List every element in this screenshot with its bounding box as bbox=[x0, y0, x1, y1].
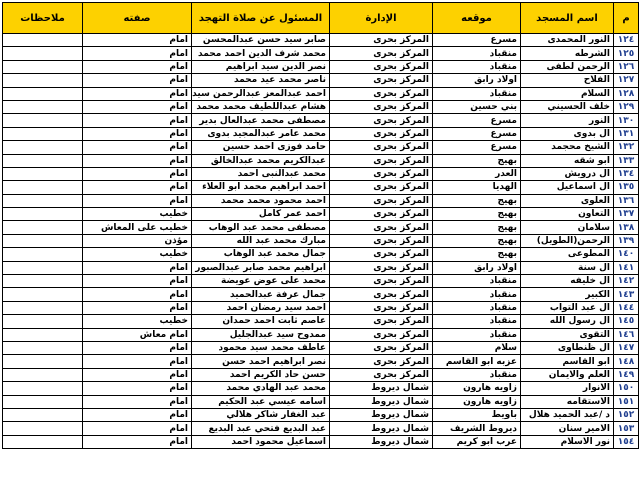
cell-responsible: حسن حاد الكريم احمد bbox=[192, 368, 330, 381]
cell-mosque-name: النور المحمدى bbox=[521, 34, 614, 47]
cell-notes bbox=[3, 194, 83, 207]
table-row bbox=[3, 275, 639, 288]
cell-notes bbox=[3, 154, 83, 167]
table-row bbox=[3, 87, 639, 100]
cell-mosque-name: الكبير bbox=[521, 288, 614, 301]
cell-role: خطيب bbox=[83, 208, 192, 221]
cell-mosque-name: المطوعى bbox=[521, 248, 614, 261]
cell-administration: المركز بحرى bbox=[330, 248, 433, 261]
cell-administration: المركز بحرى bbox=[330, 208, 433, 221]
cell-role: امام bbox=[83, 34, 192, 47]
cell-responsible: محمد عبدالنبى احمد bbox=[192, 167, 330, 180]
table-row bbox=[3, 435, 639, 448]
cell-responsible: حامد فوزى احمد حسين bbox=[192, 141, 330, 154]
cell-number: ١٣٦ bbox=[614, 194, 639, 207]
cell-administration: المركز بحرى bbox=[330, 328, 433, 341]
cell-notes bbox=[3, 221, 83, 234]
cell-notes bbox=[3, 288, 83, 301]
cell-mosque-name: الاستقامه bbox=[521, 395, 614, 408]
cell-administration: شمال ديروط bbox=[330, 408, 433, 421]
cell-role: امام bbox=[83, 60, 192, 73]
cell-responsible: عبد البديع فتحي عبد البديع bbox=[192, 422, 330, 435]
table-row bbox=[3, 167, 639, 180]
table-row bbox=[3, 181, 639, 194]
header-administration: الإدارة bbox=[330, 3, 433, 34]
cell-number: ١٣٩ bbox=[614, 234, 639, 247]
cell-responsible: اسماعيل محمود احمد bbox=[192, 435, 330, 448]
cell-administration: المركز بحرى bbox=[330, 141, 433, 154]
cell-number: ١٣٧ bbox=[614, 208, 639, 221]
cell-notes bbox=[3, 181, 83, 194]
cell-location: بهيج bbox=[433, 221, 521, 234]
cell-role: امام bbox=[83, 301, 192, 314]
cell-mosque-name: الرحمن لطفى bbox=[521, 60, 614, 73]
cell-notes bbox=[3, 368, 83, 381]
table-row bbox=[3, 395, 639, 408]
cell-responsible: محمد شرف الدين احمد محمد bbox=[192, 47, 330, 60]
cell-location: سلام bbox=[433, 341, 521, 354]
cell-number: ١٤١ bbox=[614, 261, 639, 274]
header-role: صفته bbox=[83, 3, 192, 34]
cell-mosque-name: العلوى bbox=[521, 194, 614, 207]
cell-location: منقباد bbox=[433, 60, 521, 73]
table-row bbox=[3, 234, 639, 247]
cell-administration: المركز بحرى bbox=[330, 221, 433, 234]
cell-number: ١٤٨ bbox=[614, 355, 639, 368]
cell-administration: المركز بحرى bbox=[330, 261, 433, 274]
cell-number: ١٢٥ bbox=[614, 47, 639, 60]
cell-administration: شمال ديروط bbox=[330, 435, 433, 448]
cell-administration: المركز بحرى bbox=[330, 114, 433, 127]
cell-mosque-name: ال ظنطاوى bbox=[521, 341, 614, 354]
table-row bbox=[3, 422, 639, 435]
cell-notes bbox=[3, 328, 83, 341]
cell-mosque-name: الامير سنان bbox=[521, 422, 614, 435]
cell-notes bbox=[3, 127, 83, 140]
cell-responsible: احمد سيد رمضان احمد bbox=[192, 301, 330, 314]
cell-mosque-name: ال سنة bbox=[521, 261, 614, 274]
cell-notes bbox=[3, 261, 83, 274]
cell-notes bbox=[3, 87, 83, 100]
cell-notes bbox=[3, 100, 83, 113]
header-responsible: المسئول عن صلاة التهجد bbox=[192, 3, 330, 34]
cell-role: امام bbox=[83, 408, 192, 421]
table-row bbox=[3, 154, 639, 167]
cell-mosque-name: د /عبد الحميد هلال bbox=[521, 408, 614, 421]
cell-number: ١٤٤ bbox=[614, 301, 639, 314]
cell-administration: المركز بحرى bbox=[330, 275, 433, 288]
table-row bbox=[3, 368, 639, 381]
cell-role: امام bbox=[83, 127, 192, 140]
cell-notes bbox=[3, 74, 83, 87]
cell-number: ١٤٠ bbox=[614, 248, 639, 261]
cell-number: ١٥٢ bbox=[614, 408, 639, 421]
cell-role: امام bbox=[83, 261, 192, 274]
cell-notes bbox=[3, 60, 83, 73]
cell-administration: المركز بحرى bbox=[330, 47, 433, 60]
cell-location: منقباد bbox=[433, 275, 521, 288]
table-row bbox=[3, 127, 639, 140]
cell-role: امام bbox=[83, 395, 192, 408]
cell-administration: المركز بحرى bbox=[330, 368, 433, 381]
cell-responsible: عاطف محمد سيد محمود bbox=[192, 341, 330, 354]
cell-mosque-name: ال بدوى bbox=[521, 127, 614, 140]
cell-location: منقباد bbox=[433, 368, 521, 381]
table-row bbox=[3, 141, 639, 154]
cell-mosque-name: التقوى bbox=[521, 328, 614, 341]
cell-location: بهيج bbox=[433, 194, 521, 207]
cell-responsible: نصر ابراهيم احمد حسن bbox=[192, 355, 330, 368]
cell-location: مسرع bbox=[433, 141, 521, 154]
cell-location: منقباد bbox=[433, 301, 521, 314]
table-row bbox=[3, 60, 639, 73]
cell-number: ١٤٥ bbox=[614, 315, 639, 328]
cell-notes bbox=[3, 114, 83, 127]
cell-notes bbox=[3, 435, 83, 448]
cell-location: عزبه ابو القاسم bbox=[433, 355, 521, 368]
cell-mosque-name: النور bbox=[521, 114, 614, 127]
cell-number: ١٤٢ bbox=[614, 275, 639, 288]
cell-role: امام bbox=[83, 141, 192, 154]
cell-notes bbox=[3, 408, 83, 421]
table-row bbox=[3, 47, 639, 60]
cell-location: مسرع bbox=[433, 114, 521, 127]
cell-number: ١٢٤ bbox=[614, 34, 639, 47]
cell-role: امام bbox=[83, 154, 192, 167]
cell-administration: المركز بحرى bbox=[330, 167, 433, 180]
cell-mosque-name: الرحمن(الطويل) bbox=[521, 234, 614, 247]
cell-notes bbox=[3, 248, 83, 261]
cell-responsible: ناصر محمد عيد محمد bbox=[192, 74, 330, 87]
cell-responsible: هشام عبداللطيف محمد محمد bbox=[192, 100, 330, 113]
cell-role: امام bbox=[83, 435, 192, 448]
cell-mosque-name: ال درويش bbox=[521, 167, 614, 180]
cell-administration: المركز بحرى bbox=[330, 154, 433, 167]
table-row bbox=[3, 341, 639, 354]
cell-role: امام معاش bbox=[83, 328, 192, 341]
cell-location: اولاد رابق bbox=[433, 74, 521, 87]
cell-role: امام bbox=[83, 382, 192, 395]
cell-number: ١٤٧ bbox=[614, 341, 639, 354]
cell-number: ١٤٦ bbox=[614, 328, 639, 341]
cell-number: ١٥٤ bbox=[614, 435, 639, 448]
cell-notes bbox=[3, 355, 83, 368]
cell-administration: شمال ديروط bbox=[330, 382, 433, 395]
table-row bbox=[3, 408, 639, 421]
cell-role: امام bbox=[83, 181, 192, 194]
cell-role: امام bbox=[83, 74, 192, 87]
cell-notes bbox=[3, 395, 83, 408]
cell-responsible: احمد عبدالمعز عبدالرحمن سيد bbox=[192, 87, 330, 100]
cell-location: الهديا bbox=[433, 181, 521, 194]
cell-location: منقباد bbox=[433, 288, 521, 301]
cell-role: خطيب bbox=[83, 315, 192, 328]
cell-mosque-name: نور الاسلام bbox=[521, 435, 614, 448]
cell-location: بهيج bbox=[433, 234, 521, 247]
cell-mosque-name: خلف الحسيني bbox=[521, 100, 614, 113]
cell-number: ١٣٠ bbox=[614, 114, 639, 127]
cell-mosque-name: التعاون bbox=[521, 208, 614, 221]
cell-notes bbox=[3, 208, 83, 221]
cell-location: باويط bbox=[433, 408, 521, 421]
table-row bbox=[3, 74, 639, 87]
cell-role: امام bbox=[83, 355, 192, 368]
cell-location: بهيج bbox=[433, 248, 521, 261]
cell-number: ١٢٩ bbox=[614, 100, 639, 113]
cell-number: ١٥١ bbox=[614, 395, 639, 408]
cell-mosque-name: ابو القاسم bbox=[521, 355, 614, 368]
table-body bbox=[3, 34, 639, 449]
cell-number: ١٥٣ bbox=[614, 422, 639, 435]
cell-role: امام bbox=[83, 422, 192, 435]
cell-administration: المركز بحرى bbox=[330, 87, 433, 100]
table-row bbox=[3, 194, 639, 207]
cell-notes bbox=[3, 141, 83, 154]
table-row bbox=[3, 382, 639, 395]
cell-location: بهيج bbox=[433, 154, 521, 167]
cell-mosque-name: ال رسول الله bbox=[521, 315, 614, 328]
cell-role: امام bbox=[83, 100, 192, 113]
cell-notes bbox=[3, 315, 83, 328]
cell-location: عرب ابو كريم bbox=[433, 435, 521, 448]
cell-number: ١٤٣ bbox=[614, 288, 639, 301]
cell-location: مسرع bbox=[433, 34, 521, 47]
cell-administration: المركز بحرى bbox=[330, 234, 433, 247]
cell-mosque-name: سلامان bbox=[521, 221, 614, 234]
cell-mosque-name: الفلاح bbox=[521, 74, 614, 87]
cell-role: امام bbox=[83, 288, 192, 301]
cell-notes bbox=[3, 47, 83, 60]
cell-responsible: محمد على عوض عويضة bbox=[192, 275, 330, 288]
cell-number: ١٢٦ bbox=[614, 60, 639, 73]
table-row bbox=[3, 288, 639, 301]
cell-location: بهيج bbox=[433, 208, 521, 221]
cell-responsible: مصطفى محمد عبد الوهاب bbox=[192, 221, 330, 234]
cell-location: زاويه هارون bbox=[433, 395, 521, 408]
cell-notes bbox=[3, 341, 83, 354]
cell-responsible: جمال عرفة عبدالحميد bbox=[192, 288, 330, 301]
cell-responsible: مبارك محمد عبد الله bbox=[192, 234, 330, 247]
table-row bbox=[3, 208, 639, 221]
cell-role: امام bbox=[83, 341, 192, 354]
cell-mosque-name: السلام bbox=[521, 87, 614, 100]
header-mosque-name: اسم المسجد bbox=[521, 3, 614, 34]
cell-responsible: محمد عبد الهادي محمد bbox=[192, 382, 330, 395]
cell-administration: المركز بحرى bbox=[330, 60, 433, 73]
cell-administration: شمال ديروط bbox=[330, 422, 433, 435]
cell-mosque-name: ال عبد التواب bbox=[521, 301, 614, 314]
cell-role: امام bbox=[83, 167, 192, 180]
cell-role: امام bbox=[83, 194, 192, 207]
cell-notes bbox=[3, 382, 83, 395]
cell-number: ١٢٨ bbox=[614, 87, 639, 100]
cell-number: ١٢٧ bbox=[614, 74, 639, 87]
cell-number: ١٣٨ bbox=[614, 221, 639, 234]
table-row bbox=[3, 328, 639, 341]
cell-number: ١٣٤ bbox=[614, 167, 639, 180]
table-row bbox=[3, 261, 639, 274]
cell-mosque-name: العلم والايمان bbox=[521, 368, 614, 381]
cell-responsible: نصر الدين سيد ابراهيم bbox=[192, 60, 330, 73]
cell-mosque-name: ال اسماعيل bbox=[521, 181, 614, 194]
cell-location: منقباد bbox=[433, 87, 521, 100]
table-row bbox=[3, 355, 639, 368]
cell-responsible: ابراهيم محمد صابر عبدالصبور bbox=[192, 261, 330, 274]
cell-notes bbox=[3, 301, 83, 314]
cell-location: ديروط الشريف bbox=[433, 422, 521, 435]
cell-administration: المركز بحرى bbox=[330, 74, 433, 87]
table-row bbox=[3, 100, 639, 113]
cell-responsible: عبدالكريم محمد عبدالخالق bbox=[192, 154, 330, 167]
cell-location: بني حسين bbox=[433, 100, 521, 113]
cell-administration: المركز بحرى bbox=[330, 341, 433, 354]
cell-role: مؤذن bbox=[83, 234, 192, 247]
cell-location: زاويه هارون bbox=[433, 382, 521, 395]
cell-responsible: احمد ابراهيم محمد ابو العلاء bbox=[192, 181, 330, 194]
header-number: م bbox=[614, 3, 639, 34]
cell-notes bbox=[3, 167, 83, 180]
cell-notes bbox=[3, 234, 83, 247]
cell-administration: المركز بحرى bbox=[330, 194, 433, 207]
cell-responsible: مصطفى محمد عبدالعال بدير bbox=[192, 114, 330, 127]
cell-responsible: احمد محمود محمد محمد bbox=[192, 194, 330, 207]
cell-responsible: صابر سيد حسن عبدالمحسن bbox=[192, 34, 330, 47]
cell-administration: المركز بحرى bbox=[330, 301, 433, 314]
cell-administration: المركز بحرى bbox=[330, 34, 433, 47]
cell-role: خطيب bbox=[83, 248, 192, 261]
cell-administration: شمال ديروط bbox=[330, 395, 433, 408]
cell-role: امام bbox=[83, 47, 192, 60]
cell-notes bbox=[3, 275, 83, 288]
header-location: موقعه bbox=[433, 3, 521, 34]
cell-mosque-name: الشيخ محجمد bbox=[521, 141, 614, 154]
cell-notes bbox=[3, 34, 83, 47]
cell-location: اولاد رابق bbox=[433, 261, 521, 274]
cell-location: منقباد bbox=[433, 328, 521, 341]
cell-administration: المركز بحرى bbox=[330, 100, 433, 113]
cell-number: ١٣٥ bbox=[614, 181, 639, 194]
cell-role: امام bbox=[83, 368, 192, 381]
cell-responsible: جمال محمد عبد الوهاب bbox=[192, 248, 330, 261]
cell-number: ١٣٢ bbox=[614, 141, 639, 154]
cell-administration: المركز بحرى bbox=[330, 315, 433, 328]
cell-responsible: عاصم ثابت احمد حمدان bbox=[192, 315, 330, 328]
table-row bbox=[3, 301, 639, 314]
table-row bbox=[3, 221, 639, 234]
cell-responsible: عبد الغفار شاكر هلالي bbox=[192, 408, 330, 421]
cell-responsible: احمد عمر كامل bbox=[192, 208, 330, 221]
cell-administration: المركز بحرى bbox=[330, 181, 433, 194]
cell-responsible: ممدوح سيد عبدالجليل bbox=[192, 328, 330, 341]
cell-location: منقباد bbox=[433, 315, 521, 328]
cell-administration: المركز بحرى bbox=[330, 355, 433, 368]
cell-number: ١٥٠ bbox=[614, 382, 639, 395]
cell-number: ١٣١ bbox=[614, 127, 639, 140]
cell-number: ١٣٣ bbox=[614, 154, 639, 167]
cell-responsible: اسامه عيسي عبد الحكيم bbox=[192, 395, 330, 408]
cell-role: امام bbox=[83, 114, 192, 127]
cell-number: ١٤٩ bbox=[614, 368, 639, 381]
header-row bbox=[3, 3, 639, 34]
cell-role: امام bbox=[83, 87, 192, 100]
cell-location: منقباد bbox=[433, 47, 521, 60]
table-row bbox=[3, 34, 639, 47]
table-row bbox=[3, 248, 639, 261]
cell-role: امام bbox=[83, 275, 192, 288]
cell-mosque-name: الانوار bbox=[521, 382, 614, 395]
cell-mosque-name: ابو شقه bbox=[521, 154, 614, 167]
cell-notes bbox=[3, 422, 83, 435]
cell-administration: المركز بحرى bbox=[330, 288, 433, 301]
cell-mosque-name: ال خليفه bbox=[521, 275, 614, 288]
cell-responsible: محمد عامر عبدالمجيد بدوى bbox=[192, 127, 330, 140]
table-row bbox=[3, 315, 639, 328]
cell-administration: المركز بحرى bbox=[330, 127, 433, 140]
cell-location: العدر bbox=[433, 167, 521, 180]
table-row bbox=[3, 114, 639, 127]
cell-mosque-name: الشرطه bbox=[521, 47, 614, 60]
cell-role: خطيب على المعاش bbox=[83, 221, 192, 234]
header-notes: ملاحظات bbox=[3, 3, 83, 34]
tahajjud-table bbox=[2, 2, 639, 449]
cell-location: مسرع bbox=[433, 127, 521, 140]
